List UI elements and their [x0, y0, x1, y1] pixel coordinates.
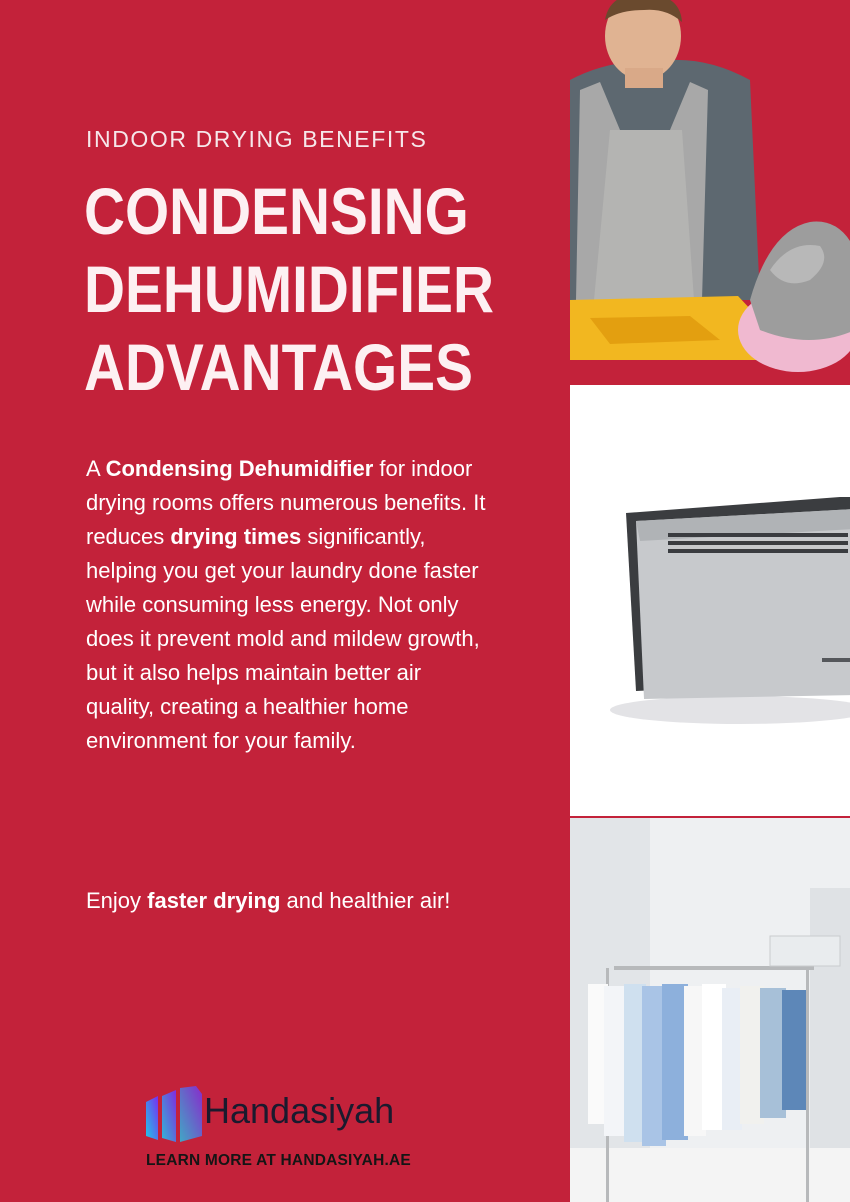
- body-bold-drying-times: drying times: [170, 524, 302, 549]
- headline-line-3: ADVANTAGES: [84, 330, 473, 404]
- headline-line-2: DEHUMIDIFIER: [84, 252, 494, 326]
- body-bold-product: Condensing Dehumidifier: [105, 456, 374, 481]
- closing-text-run: Enjoy: [86, 888, 148, 913]
- body-text-run: A: [86, 456, 106, 481]
- drying-rack-photo: [570, 818, 850, 1202]
- brand-name: Handasiyah: [204, 1090, 395, 1131]
- closing-paragraph: [86, 884, 486, 918]
- body-text-run: significantly, helping you get your laundry done faster while consuming less energy. Not only does it prevent mold and mildew growth, but it also helps maintain better air quality, creating a healthier home environment for your family.: [86, 524, 480, 753]
- closing-text-run: and healthier air!: [280, 888, 451, 913]
- dehumidifier-photo: [570, 385, 850, 816]
- learn-more-link[interactable]: LEARN MORE AT HANDASIYAH.AE: [146, 1152, 411, 1169]
- brand-logo-mark-icon: [144, 1086, 202, 1142]
- closing-bold-faster-drying: faster drying: [147, 888, 281, 913]
- laundry-person-photo: [570, 0, 850, 384]
- body-text-run: for indoor drying rooms offers numerous benefits. It reduces: [86, 456, 486, 549]
- headline-line-1: CONDENSING: [84, 174, 469, 248]
- body-paragraph: [86, 452, 486, 758]
- eyebrow-label: INDOOR DRYING BENEFITS: [86, 126, 428, 152]
- brand-logo[interactable]: [144, 1086, 424, 1146]
- page-headline: [84, 172, 494, 406]
- photo-column: [570, 0, 850, 1202]
